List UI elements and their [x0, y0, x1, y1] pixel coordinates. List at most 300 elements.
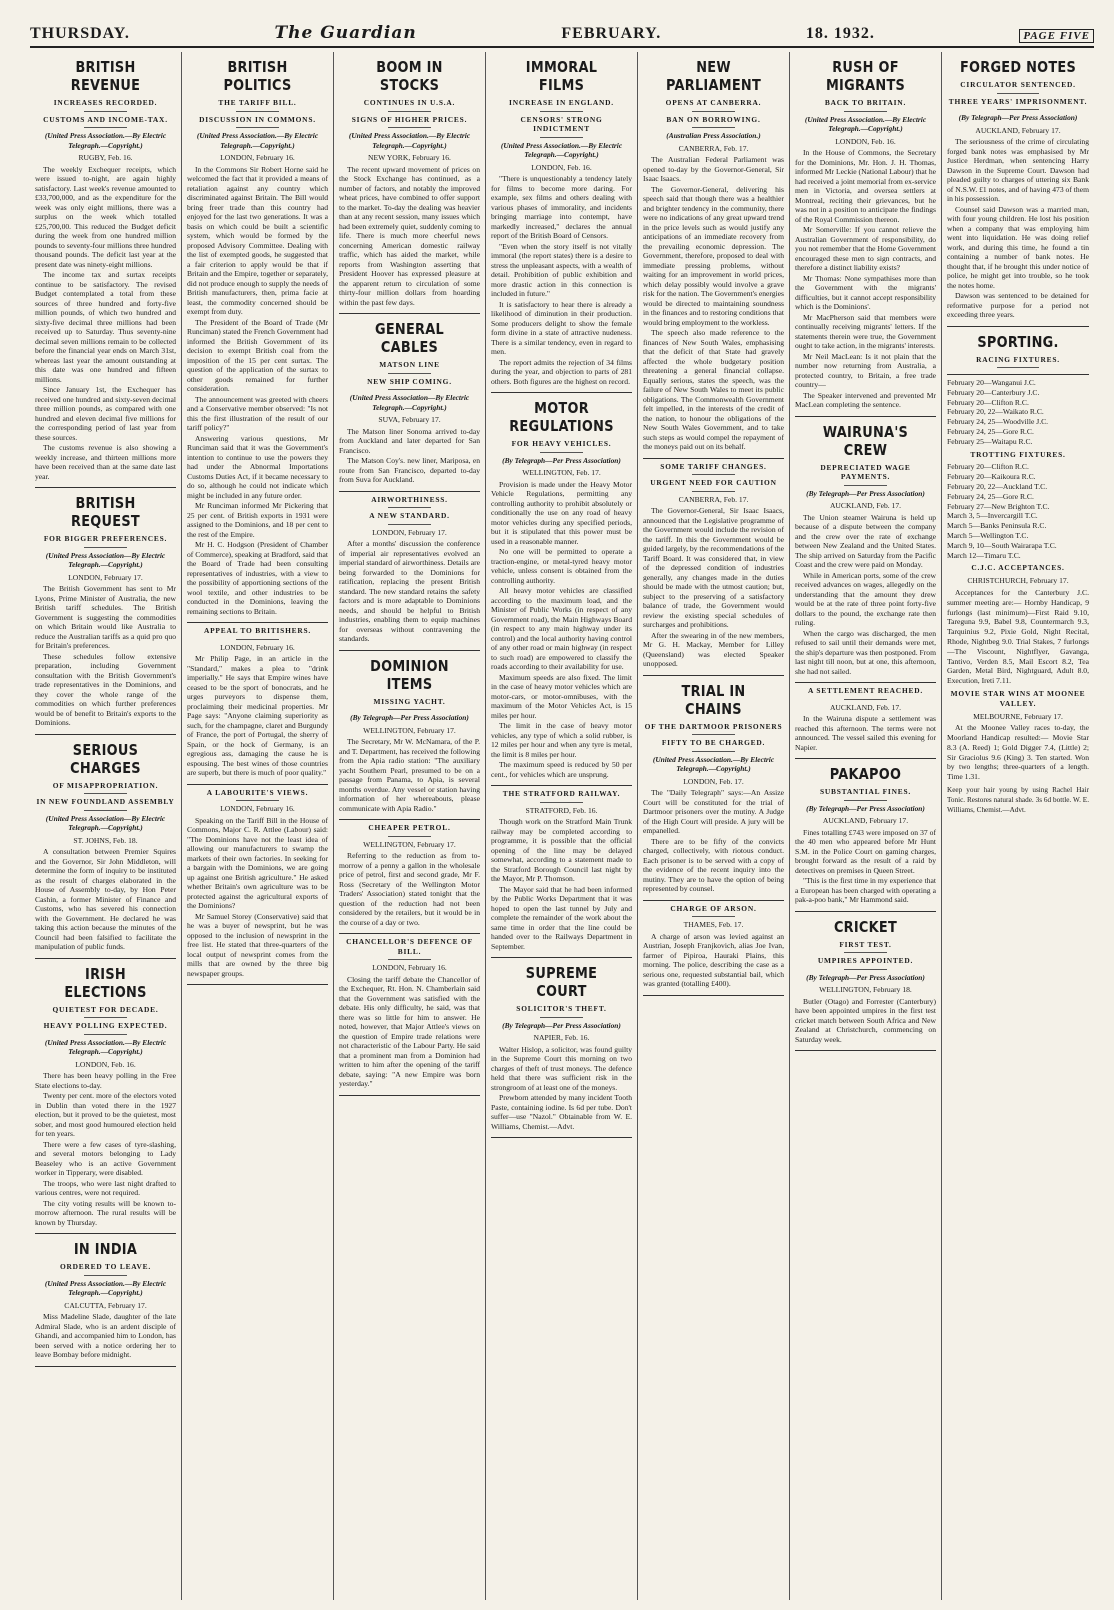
- subheading: CHANCELLOR'S DEFENCE OF BILL.: [346, 937, 473, 956]
- subheading: CHEAPER PETROL.: [368, 823, 451, 832]
- article: [947, 58, 1089, 320]
- subheading: FOR HEAVY VEHICLES.: [511, 439, 612, 448]
- article: [35, 494, 176, 728]
- article-body: [795, 148, 936, 410]
- column-rule: [643, 675, 784, 676]
- divider: [84, 127, 126, 128]
- article: [491, 789, 632, 951]
- headline: WAIRUNA'S CREW: [822, 422, 909, 459]
- subheading: THE TARIFF BILL.: [218, 98, 297, 107]
- paragraph: Answering various questions, Mr Runciman said that it was the Government's intention to continue to use the powers they had under the Abnormal Importations Customs Duties Act, if it became necessary to do so, although he could not indicate which might be included in any future order.: [187, 433, 328, 500]
- subheading: HEAVY POLLING EXPECTED.: [43, 1021, 168, 1030]
- fixture-line: March 5—Banks Peninsula R.C.: [947, 521, 1047, 531]
- paragraph: Counsel said Dawson was a married man, with four young children. He lost his position when a company that was employing him went into liquidation. He was doing relief work, and during this time, he found a tin containing a number of bank notes. He thought that, if he brought this under notice of police, he might get into trouble, so he took the notes home.: [947, 204, 1089, 290]
- subheading: MATSON LINE: [379, 360, 440, 369]
- article-body: [35, 165, 176, 482]
- subheading: A NEW STANDARD.: [369, 511, 450, 520]
- fixture-line: February 24, 25—Gore R.C.: [947, 426, 1034, 436]
- dateline: NEW YORK, February 16.: [368, 153, 451, 162]
- paragraph: When the cargo was discharged, the men refused to sail until their demands were met, the ship's departure was then postponed. From last night till noon, but at one, this afternoon, she had not sailed.: [795, 628, 936, 676]
- dateline: CANBERRA, Feb. 17.: [678, 143, 749, 153]
- wire-credit: (United Press Association—By Electric Telegraph.—Copyright.): [45, 813, 166, 832]
- article-body: [35, 847, 176, 952]
- paper-name: The Guardian: [274, 23, 417, 43]
- paragraph: No one will be permitted to operate a traction-engine, or metal-tyred heavy motor vehicle, unless consent is obtained from the controlling authority.: [491, 547, 632, 585]
- divider: [236, 639, 278, 640]
- article-body: [339, 427, 480, 485]
- headline: PAKAPOO: [829, 765, 902, 783]
- article: [795, 423, 936, 677]
- column-rule: [35, 487, 176, 488]
- fixture-line: February 20—Clifton R.C.: [947, 462, 1029, 472]
- subheading: RACING FIXTURES.: [976, 354, 1060, 364]
- paragraph: In the Wairuna dispute a settlement was reached this afternoon. The terms were not announced. The vessel sailed this evening for Napier.: [795, 714, 936, 752]
- article-body: [339, 165, 480, 308]
- divider: [997, 109, 1040, 110]
- article: [795, 765, 936, 905]
- column-rule: [643, 995, 784, 996]
- divider: [844, 800, 886, 801]
- paragraph: All heavy motor vehicles are classified according to the maximum load, and the Minister of Public Works (in respect of any Government road), the Main Highways Board (in respect to any main highway under its control) and the local authority having control of any other road or main highway (in respect to such road) are empowered to classify the roads according to their availability for use.: [491, 586, 632, 671]
- article-body: [339, 975, 480, 1089]
- fixture-line: February 20—Clifton R.C.: [947, 397, 1029, 407]
- divider: [997, 367, 1040, 368]
- dateline: LONDON, February 17.: [372, 527, 447, 537]
- headline: TRIAL IN CHAINS: [681, 681, 746, 718]
- paragraph: The weekly Exchequer receipts, which were issued to-night, are again highly satisfactory. Last week's revenue amounted to £33,700,000, and as the expenditure for the week was only eight millions, there was a surplus on the week which totalled £25,700,00. This reduced the Budget deficit during the week from one hundred million pounds to seventy-four millions three hundred thousand pounds. The deficit last year at the present date was ninety-eight millions.: [35, 164, 176, 269]
- headline: IRISH ELECTIONS: [64, 964, 147, 1001]
- article: [35, 741, 176, 952]
- subheading: URGENT NEED FOR CAUTION: [650, 478, 777, 487]
- paragraph: There were a few cases of tyre-slashing, and several motors belonging to Lady Beaseley who is an active Government worker in Tipperary, were disabled.: [35, 1139, 176, 1177]
- subheading: FOR BIGGER PREFERENCES.: [43, 534, 168, 543]
- paragraph: Mr Samuel Storey (Conservative) said that he was a buyer of newsprint, but he was opposed to the inclusion of newsprint in the free list. He stated that three-quarters of the local output of newsprint comes from the mills that are owned by the three big newspaper groups.: [187, 911, 328, 978]
- paragraph: "There is unquestionably a tendency lately for films to become more daring. For example, sex films and others dealing with various phases of immorality, and incidents bringing marriage into contempt, have markedly increased," declares the annual report of the British Board of Censors.: [491, 174, 632, 240]
- wire-credit: (By Telegraph—Per Press Association): [502, 1020, 621, 1030]
- column-rule: [187, 984, 328, 985]
- article: [187, 626, 328, 778]
- paragraph: The Matson liner Sonoma arrived to-day from Auckland and later departed for San Francisco.: [339, 426, 480, 455]
- subheading: OF MISAPPROPRIATION.: [52, 780, 159, 790]
- wire-credit: (By Telegraph—Per Press Association): [806, 972, 925, 982]
- paragraph: While in American ports, some of the crew received advances on wages, allegedly on the understanding that the amount they drew would be at the rate of three point forty-five dollars to the pound, the exchange rate then ruling.: [795, 570, 936, 627]
- headline: IMMORAL FILMS: [525, 58, 598, 94]
- paragraph: The limit in the case of heavy motor vehicles, any type of which a solid rubber, is 12 miles per hour and when any tyre is metal, the limit is 8 miles per hour.: [491, 721, 632, 759]
- dateline: AUCKLAND, Feb. 17.: [829, 702, 902, 712]
- column-rule: [339, 313, 480, 314]
- divider: [388, 524, 430, 525]
- paragraph: Dawson was sentenced to be detained for reformative purpose for a period not exceeding three years.: [947, 291, 1089, 319]
- divider: [84, 1034, 126, 1035]
- paragraph: The city voting results will be known to-morrow afternoon. The rural results will be known by Thursday.: [35, 1198, 176, 1227]
- subheading: OF THE DARTMOOR PRISONERS: [644, 721, 783, 731]
- divider: [388, 709, 430, 710]
- fixture-line: February 24, 25—Woodville J.C.: [947, 417, 1049, 427]
- divider: [236, 111, 278, 112]
- headline: NEW PARLIAMENT: [665, 58, 762, 94]
- wire-credit: (United Press Association.—By Electric Telegraph.—Copyright.): [196, 131, 319, 150]
- subheading: FIFTY TO BE CHARGED.: [661, 738, 766, 747]
- subheading: A SETTLEMENT REACHED.: [807, 686, 924, 695]
- dateline: ST. JOHNS, Feb. 18.: [73, 835, 138, 845]
- column-rule: [491, 392, 632, 393]
- column-6: [790, 52, 942, 1600]
- paragraph: Mr Somerville: If you cannot relieve the Australian Government of responsibility, do you not remember that the Home Government encouraged these men to sign contracts, and therefore a distinct liability exists?: [795, 225, 936, 272]
- divider: [692, 127, 734, 128]
- wire-credit: (Australian Press Association.): [666, 131, 761, 140]
- divider: [388, 389, 430, 390]
- divider: [388, 373, 430, 374]
- paragraph: After a months' discussion the conference of imperial air representatives evolved an imperial standard of airworthiness. Details are being forwarded to the Dominions for ratification, replacing the present British standard. The new standard retains the safety factors and is more adaptable to Dominions needs, and should be helpful to British industries, enabling them to equip machines for overseas without contravening the standards.: [339, 539, 480, 643]
- divider: [692, 734, 734, 735]
- dateline: LONDON, February 16.: [220, 153, 295, 162]
- article-body: [491, 480, 632, 780]
- dateline: STRATFORD, Feb. 16.: [525, 805, 598, 815]
- subheading: QUIETEST FOR DECADE.: [52, 1004, 159, 1014]
- article-body: [643, 788, 784, 894]
- fixture-line: February 20—Kaikoura R.C.: [947, 472, 1036, 482]
- dateline: WELLINGTON, February 17.: [363, 839, 456, 849]
- article: [339, 320, 480, 485]
- headline: BRITISH REQUEST: [71, 494, 140, 530]
- article: [339, 657, 480, 814]
- paragraph: After the swearing in of the new members, Mr G. H. Mackay, Member for Lilley (Queensland) was elected Speaker unopposed.: [643, 630, 784, 668]
- subheading: INCREASE IN ENGLAND.: [509, 98, 614, 107]
- paragraph: The recent upward movement of prices on the Stock Exchange has continued, as a number of factors, and notably the improved wheat prices, have combined to offer support to the market. To-day the dealing was heavier than at any recent session, many issues which had been extremely quiet, suddenly coming to life. There is much more cheerful news concerning American domestic railway traffic, which has aided the market, while reports from Washington asserting that President Hoover has expressed pleasure at the apparent return to circulation of some thirty-four million dollars from hoarding within the past few days.: [339, 164, 480, 307]
- wire-credit: (United Press Association.—By Electric Telegraph.—Copyright.): [44, 1037, 167, 1056]
- headline: BRITISH REVENUE: [70, 58, 141, 94]
- article: [491, 58, 632, 386]
- subheading: INCREASES RECORDED.: [53, 98, 158, 107]
- column-rule: [795, 1050, 936, 1051]
- subheading: UMPIRES APPOINTED.: [817, 956, 914, 965]
- paragraph: The Governor-General, Sir Isaac Isaacs, announced that the Legislative programme of the Government would include the revision of the tariff. In this the Government would be guided largely, by the recommendations of the Tariff Board. It was considered that, in view of the depressed condition of industries generally, any changes made in the duties should be made with the utmost caution; but, subject to the preserving of a satisfactory balance of trade, the Government would review the existing special schedules of surcharges and prohibitions.: [643, 506, 784, 629]
- paragraph: Speaking on the Tariff Bill in the House of Commons, Major C. R. Attlee (Labour) said: "The Dominions have not the least idea of allowing our manufacturers to swamp the markets of their own factories. In seeking for a bargain with the Dominions, we are going up against one British agriculture." He asked whether Britain's own agriculture was to be protected against the agricultural exports of the Dominions?: [187, 815, 328, 910]
- paragraph: In the Commons Sir Robert Horne said he welcomed the fact that it provided a means of retaliation against any country which discriminated against Britain. The Bill would bring freer trade than this country had enjoyed for the last two generations. It was a basis on which could be built a scientific system, which would be formed by the proposed Advisory Committee. Dealing with the list of exempted goods, he suggested that a fair criterion to apply would be that if Britain and the Empire, together or separately, did not produce enough to supply the needs of British manufacturers, then, prima facie at least, the commodity concerned should be exempt from duty.: [187, 164, 328, 316]
- column-1: [30, 52, 182, 1600]
- paragraph: The Speaker intervened and prevented Mr MacLean completing the sentence.: [795, 390, 936, 409]
- racing-fixtures: [947, 378, 1089, 815]
- masthead-date: 18. 1932.: [805, 25, 875, 42]
- subheading: CONTINUES IN U.S.A.: [363, 98, 456, 107]
- divider: [388, 507, 430, 508]
- divider: [236, 127, 278, 128]
- headline: BRITISH POLITICS: [223, 58, 292, 94]
- subheading: SIGNS OF HIGHER PRICES.: [351, 114, 468, 124]
- fixture-line: February 25—Waitapu R.C.: [947, 436, 1033, 446]
- subheading: FIRST TEST.: [839, 939, 892, 949]
- paragraph: A charge of arson was levied against an Austrian, Joseph Franjkovich, alias Joe Ivan, farmer of Pipiroa, Hauraki Plains, this morning. The police, describing the case as a serious one, requested substantial bail, which was granted (totalling £400).: [643, 931, 784, 988]
- dateline: LONDON, February 16.: [372, 963, 447, 972]
- column-rule: [491, 957, 632, 958]
- headline: GENERAL CABLES: [375, 320, 444, 356]
- wire-credit: (United Press Association.—By Electric Telegraph.—Copyright.): [44, 131, 167, 150]
- wire-credit: (By Telegraph—Per Press Association): [502, 455, 621, 465]
- divider: [388, 836, 430, 837]
- wire-credit: (United Press Association.—By Electric Telegraph.—Copyright.): [804, 114, 927, 133]
- column-7: [942, 52, 1094, 1600]
- article-body: [339, 539, 480, 644]
- subheading: DISCUSSION IN COMMONS.: [199, 114, 316, 124]
- divider: [844, 485, 886, 486]
- paragraph: The Union steamer Wairuna is held up because of a dispute between the company and the crew over the rate of exchange between New Zealand and the United States. The ship arrived on Saturday from the Pacific Coast and the crew were paid on Monday.: [795, 512, 936, 569]
- divider: [540, 1017, 582, 1018]
- subheading: BAN ON BORROWING.: [666, 114, 761, 124]
- divider: [844, 111, 886, 112]
- dateline: LONDON, Feb. 16.: [75, 1059, 136, 1069]
- dateline: LONDON, February 16.: [220, 642, 295, 652]
- article: [491, 399, 632, 779]
- paragraph: Twenty per cent. more of the electors voted in Dublin than voted there in the 1927 election, but it proved to be the quietest, most sober, and most good humoured election held for ten years.: [35, 1091, 176, 1138]
- divider: [540, 802, 582, 803]
- subheading: C.J.C. ACCEPTANCES.: [971, 563, 1065, 573]
- column-rule: [187, 784, 328, 785]
- paragraph: The report admits the rejection of 34 films during the year, and objection to parts of 281 others. Both figures are the highest on record.: [491, 357, 632, 386]
- article-body: [35, 1071, 176, 1227]
- column-rule: [491, 785, 632, 786]
- divider: [540, 111, 582, 112]
- article-body: [491, 1045, 632, 1132]
- paragraph: Prewborn attended by many incident Tooth Paste, containing iodine. Is 6d per tube. Don't suffer—use "Nazol." Obtainable from W. E. Williams, Chemist.—Advt.: [491, 1093, 632, 1131]
- fixture-line: February 27—New Brighton T.C.: [947, 501, 1050, 511]
- article: [35, 965, 176, 1228]
- column-rule: [643, 458, 784, 459]
- paragraph: Since January 1st, the Exchequer has received one hundred and sixty-seven decimal three million pounds, as compared with one hundred and eleven decimal five millions for the corresponding period of last year from these sources.: [35, 385, 176, 442]
- wire-credit: (By Telegraph—Per Press Association): [806, 803, 925, 813]
- article-body: [795, 513, 936, 677]
- subheading: A LABOURITE'S VIEWS.: [206, 787, 309, 797]
- paragraph: The "Daily Telegraph" says:—An Assize Court will be constituted for the trial of Dartmoor prisoners over the mutiny. A Judge of the High Court will preside. A jury will be empanelled.: [643, 788, 784, 835]
- masthead-day: THURSDAY.: [30, 25, 130, 42]
- paragraph: The Mayor said that he had been informed by the Public Works Department that it was hoped to open the last tunnel by July and complete the remainder of the work about the same time in order that the line could be handed over to the Railways Department in September.: [491, 884, 632, 951]
- fixture-line: March 5—Wellington T.C.: [947, 530, 1029, 540]
- divider: [692, 111, 734, 112]
- fixture-line: March 9, 10—South Wairarapa T.C.: [947, 540, 1057, 550]
- column-rule: [947, 326, 1089, 327]
- paragraph: Acceptances for the Canterbury J.C. summer meeting are:— Hornby Handicap, 9 furlongs (last minimum)—First Raid 9.10, Tareguna 9.9, Babel 9.8, Countermarch 9.3, Tarquinius 9.2, Pixie Gold, Night Recital, Rhode, Nightbeg 9.0. Trial Stakes, 7 furlongs—The Viscount, Nightflyer, Gavanga, Tantivo, Verden 8.5, Mail Escort 8.2, Tea Garden, Metal Bird, Nightguard, Adult 8.0, Execution, Ireti 7.11.: [947, 587, 1089, 686]
- divider: [997, 93, 1040, 94]
- divider: [236, 800, 278, 801]
- wire-credit: (By Telegraph—Per Press Association): [958, 113, 1078, 122]
- column-2: [182, 52, 334, 1600]
- column-rule: [339, 650, 480, 651]
- paragraph: The maximum speed is reduced by 50 per cent., for vehicles which are unsprung.: [491, 760, 632, 779]
- paragraph: It is satisfactory to hear there is already a likelihood of diminution in their production. Some producers delight to show the female form divine in a state of attractive nudeness. There is a similar tendency, even in regard to men.: [491, 299, 632, 356]
- article-body: [947, 137, 1089, 320]
- article-body: [643, 506, 784, 669]
- paragraph: The Governor-General, delivering his speech said that though there was a healthier and brighter tendency in the community, there were no indications of any great upward trend in the price levels such as would justify any anticipations of an immediate recovery from the prevailing economic depression. The Government, therefore, proposed to deal with immediate pressing problems, without waiting for an improvement in world prices, which delay possibly would involve a grave risk for the nation. The Government's energies would be directed to maintaining soundness in the finances and to restoring conditions that would bring employment to the workless.: [643, 184, 784, 327]
- subheading: AIRWORTHINESS.: [371, 494, 448, 504]
- paragraph: Mr H. C. Hodgson (President of Chamber of Commerce), speaking at Bradford, said that the Board of Trade had been consulting representatives of industries, with a view to the possibility of apportioning sections of the wool textile, and other industries to be conducted in the Dominions, leaving the remaining sections to Britain.: [187, 540, 328, 616]
- subheading: THE STRATFORD RAILWAY.: [502, 789, 621, 798]
- fixture-line: March 3, 5—Invercargill T.C.: [947, 511, 1038, 521]
- column-3: [334, 52, 486, 1600]
- column-rule: [643, 900, 784, 901]
- paragraph: These schedules follow extensive preparation, including Government consultation with the British Government's trade representatives in the Dominions, and they cover the whole range of the commodities on which further preferences would be of benefit to Britain's exports to the Dominions.: [35, 651, 176, 727]
- wire-credit: (By Telegraph—Per Press Association): [806, 488, 925, 498]
- article-body: [643, 932, 784, 989]
- article: [339, 495, 480, 644]
- paragraph: Closing the tariff debate the Chancellor of the Exchequer, Rt. Hon. N. Chamberlain said that the Government was satisfied with the debate. His only difficulty, he said, was that there was so little for him to answer. He noted, however, that Major Attlee's views on the question of Empire trade relations were not characteristic of the Labour Party. He said that a prominent man from a Dominion had written to him after the opening of the tariff debate, saying: "A new Empire was born yesterday.": [339, 974, 480, 1088]
- subheading: SOME TARIFF CHANGES.: [660, 461, 767, 471]
- subheading: IN NEW FOUNDLAND ASSEMBLY: [36, 797, 175, 806]
- headline: CRICKET: [833, 917, 898, 936]
- article-body: [187, 654, 328, 778]
- paragraph: Referring to the reduction as from to-morrow of a penny a gallon in the wholesale price of petrol, first and second grade, Mr F. Ross (Secretary of the Wellington Motor Traders' Association) stated tonight that the question of the reduction had not been considered by the retailers, but it would be in the course of a day or two.: [339, 851, 480, 927]
- column-rule: [35, 958, 176, 959]
- article-body: [795, 997, 936, 1045]
- dateline: LONDON, Feb. 16.: [531, 162, 592, 172]
- dateline: LONDON, February 17.: [68, 572, 143, 582]
- headline: DOMINION ITEMS: [370, 656, 449, 693]
- divider: [540, 452, 582, 453]
- paragraph: There are to be fifty of the convicts charged, collectively, with riotous conduct. Each prisoner is to be served with a copy of the evidence of the recent inquiry into the mutiny. They are to have the option of being represented by counsel.: [643, 836, 784, 893]
- fixture-line: February 20—Wanganui J.C.: [947, 378, 1036, 387]
- paragraph: Mr Thomas: None sympathises more than the Government with the migrants' difficulties, but it cannot accept responsibility which is the Dominions'.: [795, 273, 936, 311]
- article-body: [795, 714, 936, 752]
- divider: [84, 810, 126, 811]
- article-body: [795, 828, 936, 905]
- article: [339, 823, 480, 927]
- divider: [84, 111, 126, 112]
- paragraph: Fines totalling £743 were imposed on 37 of the 40 men who appeared before Mr Hunt S.M. in the Police Court on gaming charges, brought forward as the result of a raid by detectives on premises in Queen Street.: [795, 827, 936, 875]
- subheading: DEPRECIATED WAGE PAYMENTS.: [820, 462, 911, 481]
- paragraph: The Australian Federal Parliament was opened to-day by the Governor-General, Sir Isaac Isaacs.: [643, 155, 784, 183]
- newspaper-columns: [30, 52, 1094, 1600]
- divider: [84, 1275, 126, 1276]
- fixture-line: March 12—Timaru T.C.: [947, 550, 1021, 560]
- page-number: PAGE FIVE: [1019, 29, 1094, 43]
- column-rule: [795, 911, 936, 912]
- headline: FORGED NOTES: [959, 58, 1077, 76]
- article: [491, 964, 632, 1131]
- fixture-line: February 20, 22—Waikato R.C.: [947, 407, 1044, 417]
- subheading: SUBSTANTIAL FINES.: [819, 787, 912, 796]
- subheading: ORDERED TO LEAVE.: [59, 1262, 152, 1271]
- column-rule: [947, 374, 1089, 375]
- article-body: [187, 165, 328, 617]
- article-body: [187, 816, 328, 979]
- article-body: [339, 737, 480, 813]
- paragraph: "This is the first time in my experience that a European has been charged with operating a pak-a-poo bank," Mr Hammond said.: [795, 876, 936, 904]
- headline: RUSH OF MIGRANTS: [825, 58, 906, 94]
- article: [795, 58, 936, 410]
- headline: IN INDIA: [73, 1240, 138, 1258]
- column-rule: [795, 758, 936, 759]
- paragraph: Mr MacPherson said that members were continually receiving migrants' letters. If the statements therein were true, the Government ought to take action, in the migrants' interests.: [795, 312, 936, 350]
- paragraph: Mr Neil MacLean: Is it not plain that the number now returning from Australia, a protected country, to Britain, a free trade country—: [795, 351, 936, 389]
- subheading: BACK TO BRITAIN.: [824, 98, 907, 107]
- column-rule: [35, 1366, 176, 1367]
- paragraph: The announcement was greeted with cheers and a Conservative member observed: "Is not this the first illustration of the result of our tariff policy?": [187, 394, 328, 432]
- headline: SERIOUS CHARGES: [70, 740, 141, 777]
- paragraph: At the Moonee Valley races to-day, the Moorland Handicap resulted:— Movie Star 8.3 (A. Reed) 1; Gold Digger 7.4, (Little) 2; Sir Graciolus 9.6 (King) 3. Ten started. Won by two lengths; three-quarters of a length. Time 1.31.: [947, 723, 1089, 782]
- column-rule: [491, 1137, 632, 1138]
- fixture-line: February 20—Canterbury J.C.: [947, 387, 1040, 397]
- dateline: WELLINGTON, Feb. 17.: [522, 468, 601, 477]
- article: [35, 1240, 176, 1360]
- paragraph: Maximum speeds are also fixed. The limit in the case of heavy motor vehicles which are motor-cars, or motor-omnibuses, with the maximum of the Motor Vehicles Act, is 15 miles per hour.: [491, 672, 632, 720]
- divider: [692, 751, 734, 752]
- dateline: AUCKLAND, February 17.: [975, 125, 1061, 135]
- column-rule: [35, 1233, 176, 1234]
- fixture-line: February 24, 25—Gore R.C.: [947, 491, 1034, 501]
- paragraph: The British Government has sent to Mr Lyons, Prime Minister of Australia, the new British tariff schedules. The British Government is suggesting the commodities on which Britain would like Australia to reduce the Australian tariffs as a quid pro quo for Britain's preferences.: [35, 584, 176, 650]
- article: [643, 58, 784, 452]
- dateline: LONDON, February 16.: [220, 804, 295, 813]
- article: [947, 333, 1089, 369]
- paragraph: The seriousness of the crime of circulating forged bank notes was emphasised by Mr Justice Herdman, when sentencing Harry Dawson in the Supreme Court. Dawson had pleaded guilty to charges of uttering six Bank of N.S.W. £1 notes, and of having 473 of them in his possession.: [947, 137, 1089, 203]
- subheading: CUSTOMS AND INCOME-TAX.: [43, 114, 168, 124]
- column-rule: [795, 416, 936, 417]
- headline: BOOM IN STOCKS: [376, 58, 443, 94]
- wire-credit: (United Press Association.—By Electric Telegraph.—Copyright.): [44, 1278, 167, 1297]
- headline: MOTOR REGULATIONS: [509, 399, 614, 435]
- advertisement: Keep your hair young by using Rachel Hair Tonic. Restores natural shade. 3s 6d bottle. W. E. Williams, Chemist.—Advt.: [947, 786, 1089, 814]
- article: [339, 937, 480, 1089]
- column-rule: [795, 682, 936, 683]
- dateline: NAPIER, Feb. 16.: [533, 1033, 590, 1042]
- dateline: AUCKLAND, Feb. 17.: [829, 501, 902, 510]
- divider: [84, 547, 126, 548]
- divider: [692, 474, 734, 475]
- paragraph: "Even when the story itself is not vitally immoral (the report states) there is a desire to stress the unpleasant aspects, with a wealth of detail. Prohibition of public exhibition and more drastic action in this connection is included in future.": [491, 241, 632, 298]
- subheading: NEW SHIP COMING.: [367, 376, 452, 386]
- paragraph: Miss Madeline Slade, daughter of the late Admiral Slade, who is an ardent disciple of Ghandi, and accompanied him to London, has been served with a notice ordering her to leave Bombay before midnight.: [35, 1312, 176, 1359]
- article-body: [947, 588, 1089, 686]
- column-rule: [339, 933, 480, 934]
- article-body: [643, 155, 784, 452]
- subheading: CHARGE OF ARSON.: [670, 903, 757, 913]
- article: [187, 58, 328, 616]
- column-4: [486, 52, 638, 1600]
- headline: SPORTING.: [977, 332, 1059, 351]
- article-body: [35, 584, 176, 728]
- paragraph: Mr Philip Page, in an article in the "Standard," makes a plea to "drink imperially." He says that Empire wines have ceased to be the sport of bonocrats, and he urges purveyors to dispense them, proclaiming their medicinal properties. Mr Page says: "Anyone claiming superiority as such, for the champagne, claret and Burgundy of France, the port of Portugal, the sherry of Spain, or the hock of Germany, is an egregious ass, damaging the cause he is espousing. The best wines of those countries are superb, but there is much of poor quality.": [187, 654, 328, 777]
- paragraph: The troops, who were last night drafted to various centres, were not required.: [35, 1178, 176, 1197]
- article-body: [947, 723, 1089, 782]
- divider: [692, 491, 734, 492]
- article-body: [339, 851, 480, 927]
- wire-credit: (United Press Association.—By Electric Telegraph.—Copyright.): [652, 754, 775, 773]
- subheading: CENSORS' STRONG INDICTMENT: [520, 114, 603, 133]
- paragraph: The speech also made reference to the finances of New South Wales, emphasising that the deficit of that State had gravely affected the whole budgetary position threatening a general financial collapse. Equally serious, states the speech, was the failure of New South Wales to meet its public obligations. The Commonwealth Government felt impelled, in the interests of the credit of the nation, to honour the obligations of the New South Wales Government, and to take such steps as would compel the repayment of the moneys paid out on its behalf.: [643, 328, 784, 451]
- dateline: AUCKLAND, February 17.: [822, 816, 909, 825]
- paragraph: The income tax and surtax receipts continue to be satisfactory. The revised Budget contemplated a total from these sources of three hundred and forty-five million pounds, of which two hundred and sixty-five decimal three millions had been received up to Saturday. Thus seventy-nine decimal seven millions remain to be collected before the financial year ends on March 31st, whereas last year the amount outstanding at this date was one hundred and fifteen millions.: [35, 270, 176, 384]
- column-rule: [187, 622, 328, 623]
- paragraph: Walter Hislop, a solicitor, was found guilty in the Supreme Court this morning on two charges of theft of trust moneys. The defence held that there was sufficient risk in the strongroom of at least one of the moneys.: [491, 1044, 632, 1092]
- masthead: [30, 20, 1094, 48]
- dateline: WELLINGTON, February 17.: [363, 725, 456, 735]
- subheading: MISSING YACHT.: [373, 696, 446, 706]
- article: [795, 918, 936, 1045]
- subheading: THREE YEARS' IMPRISONMENT.: [948, 96, 1088, 106]
- wire-credit: (United Press Association.—By Electric Telegraph.—Copyright.): [348, 131, 471, 150]
- wire-credit: (United Press Association.—By Electric Telegraph.—Copyright.): [500, 140, 623, 159]
- dateline: MELBOURNE, February 17.: [973, 711, 1063, 721]
- article: [35, 58, 176, 481]
- dateline: CHRISTCHURCH, February 17.: [967, 576, 1069, 586]
- divider: [388, 111, 430, 112]
- article-body: [491, 174, 632, 386]
- divider: [388, 959, 430, 960]
- subheading: MOVIE STAR WINS AT MOONEE VALLEY.: [950, 688, 1086, 708]
- wire-credit: (United Press Association—By Electric Telegraph.—Copyright.): [45, 550, 166, 569]
- divider: [84, 793, 126, 794]
- paragraph: A consultation between Premier Squires and the Governor, Sir John Middleton, will determine the form of inquiry to be instituted as the result of charges elaborated in the House of Assembly to-day, by Hon Peter Cashin, a former Minister of Finance and Customs, who has severed his connection with the Government. He declared he was taking this action because the minutes of the Council had been falsified to facilitate the manipulation of public funds.: [35, 847, 176, 951]
- divider: [84, 1017, 126, 1018]
- paragraph: Butler (Otago) and Forrester (Canterbury) have been appointed umpires in the first test cricket match between South Africa and New Zealand at Christchurch, commencing on Saturday week.: [795, 996, 936, 1044]
